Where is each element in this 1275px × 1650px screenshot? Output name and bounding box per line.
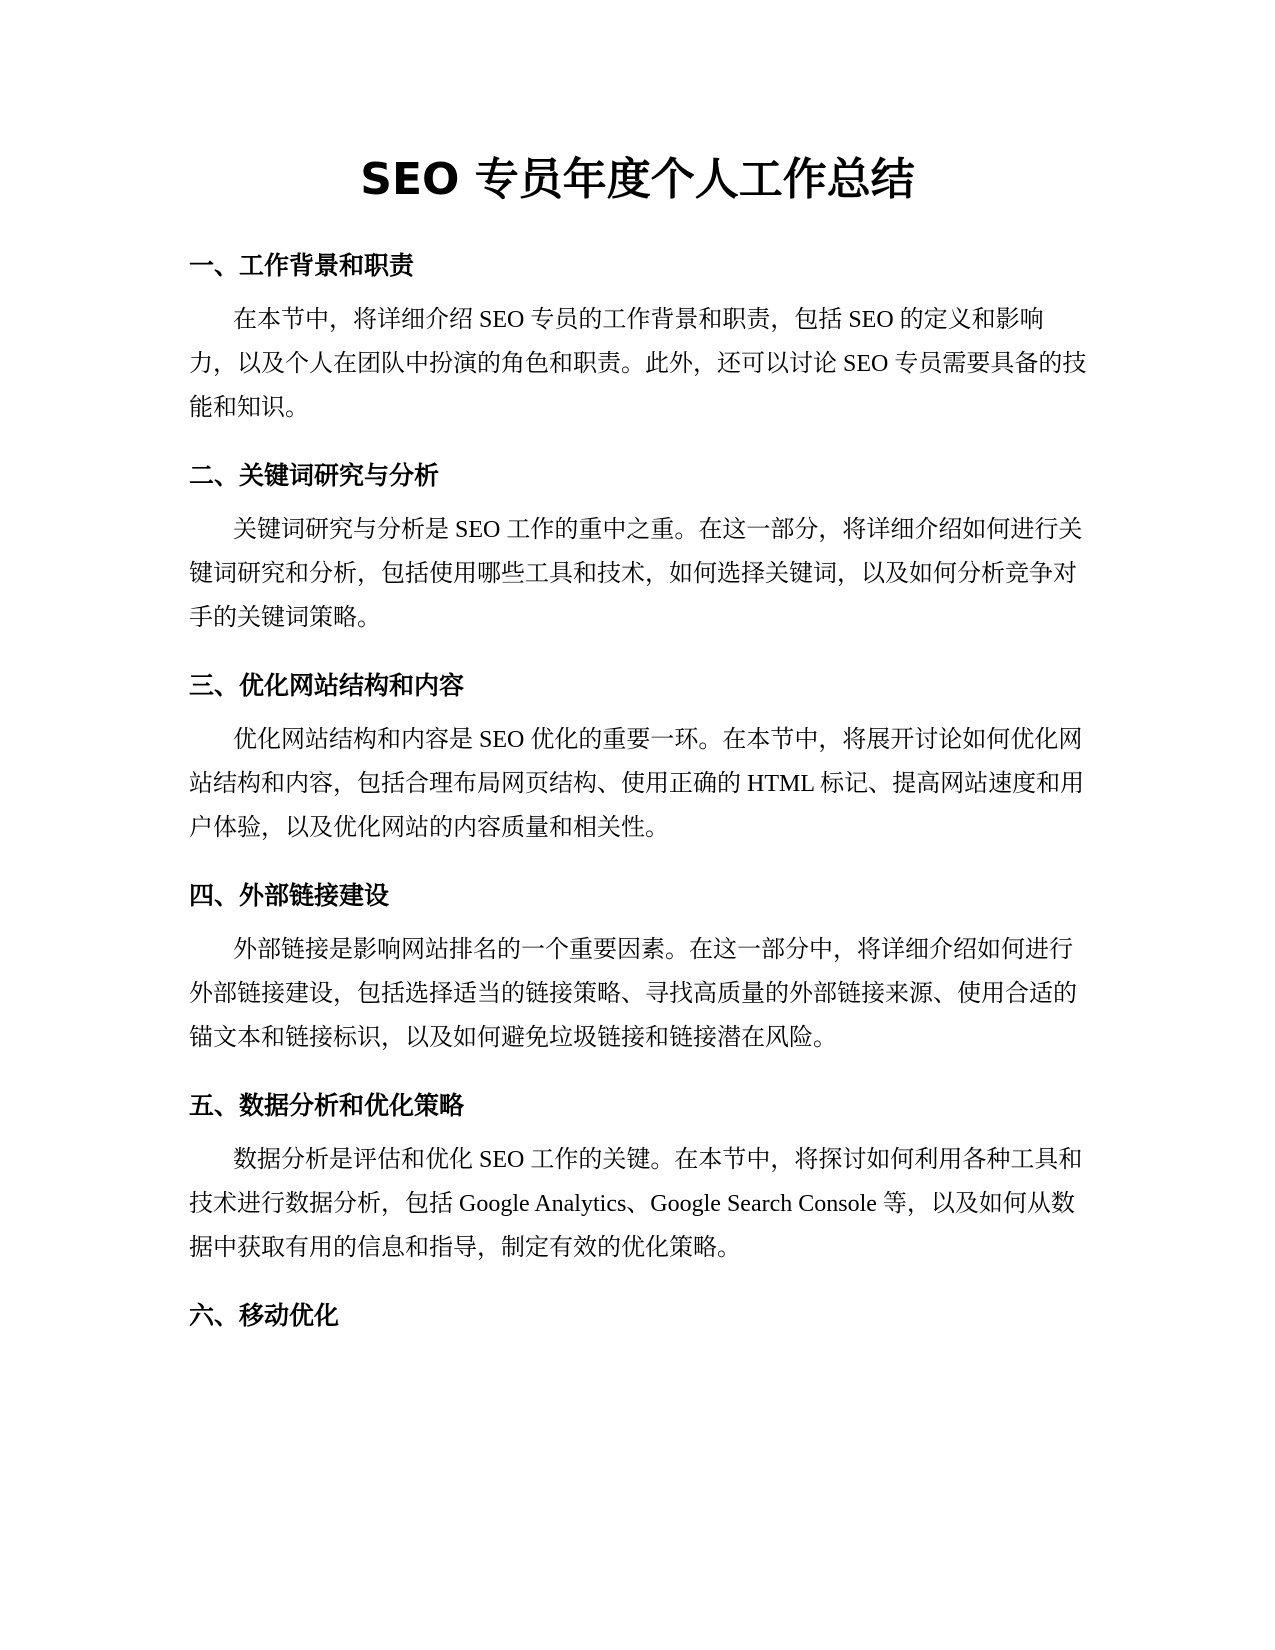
section-paragraph: 外部链接是影响网站排名的一个重要因素。在这一部分中，将详细介绍如何进行外部链接建设，包括选择适当的链接策略、寻找高质量的外部链接来源、使用合适的锚文本和链接标识，以及如何避免垃圾链接和链接潜在风险。 — [189, 937, 1077, 1051]
section-2 — [189, 456, 1089, 640]
section-3 — [189, 666, 1089, 850]
section-6 — [189, 1296, 1089, 1336]
page-title: SEO 专员年度个人工作总结 — [360, 154, 915, 205]
section-heading: 一、工作背景和职责 — [189, 251, 415, 280]
section-heading: 三、优化网站结构和内容 — [189, 671, 465, 700]
section-4 — [189, 876, 1089, 1060]
section-heading: 六、移动优化 — [189, 1301, 340, 1330]
section-paragraph: 关键词研究与分析是 SEO 工作的重中之重。在这一部分，将详细介绍如何进行关键词研究和分析，包括使用哪些工具和技术，如何选择关键词，以及如何分析竞争对手的关键词策略。 — [189, 517, 1083, 631]
section-heading: 二、关键词研究与分析 — [189, 461, 440, 490]
section-paragraph: 优化网站结构和内容是 SEO 优化的重要一环。在本节中，将展开讨论如何优化网站结构和内容，包括合理布局网页结构、使用正确的 HTML 标记、提高网站速度和用户体验，以及优化网站的内容质量和相关性。 — [189, 727, 1085, 841]
section-5 — [189, 1086, 1089, 1270]
section-heading: 五、数据分析和优化策略 — [189, 1091, 465, 1120]
section-paragraph: 数据分析是评估和优化 SEO 工作的关键。在本节中，将探讨如何利用各种工具和技术进行数据分析，包括 Google Analytics、Google Search Console 等，以及如何从数据中获取有用的信息和指导，制定有效的优化策略。 — [189, 1147, 1083, 1261]
section-heading: 四、外部链接建设 — [189, 881, 390, 910]
document-content — [189, 246, 1089, 1348]
section-1 — [189, 246, 1089, 430]
section-paragraph: 在本节中，将详细介绍 SEO 专员的工作背景和职责，包括 SEO 的定义和影响力，以及个人在团队中扮演的角色和职责。此外，还可以讨论 SEO 专员需要具备的技能和知识。 — [189, 307, 1087, 421]
